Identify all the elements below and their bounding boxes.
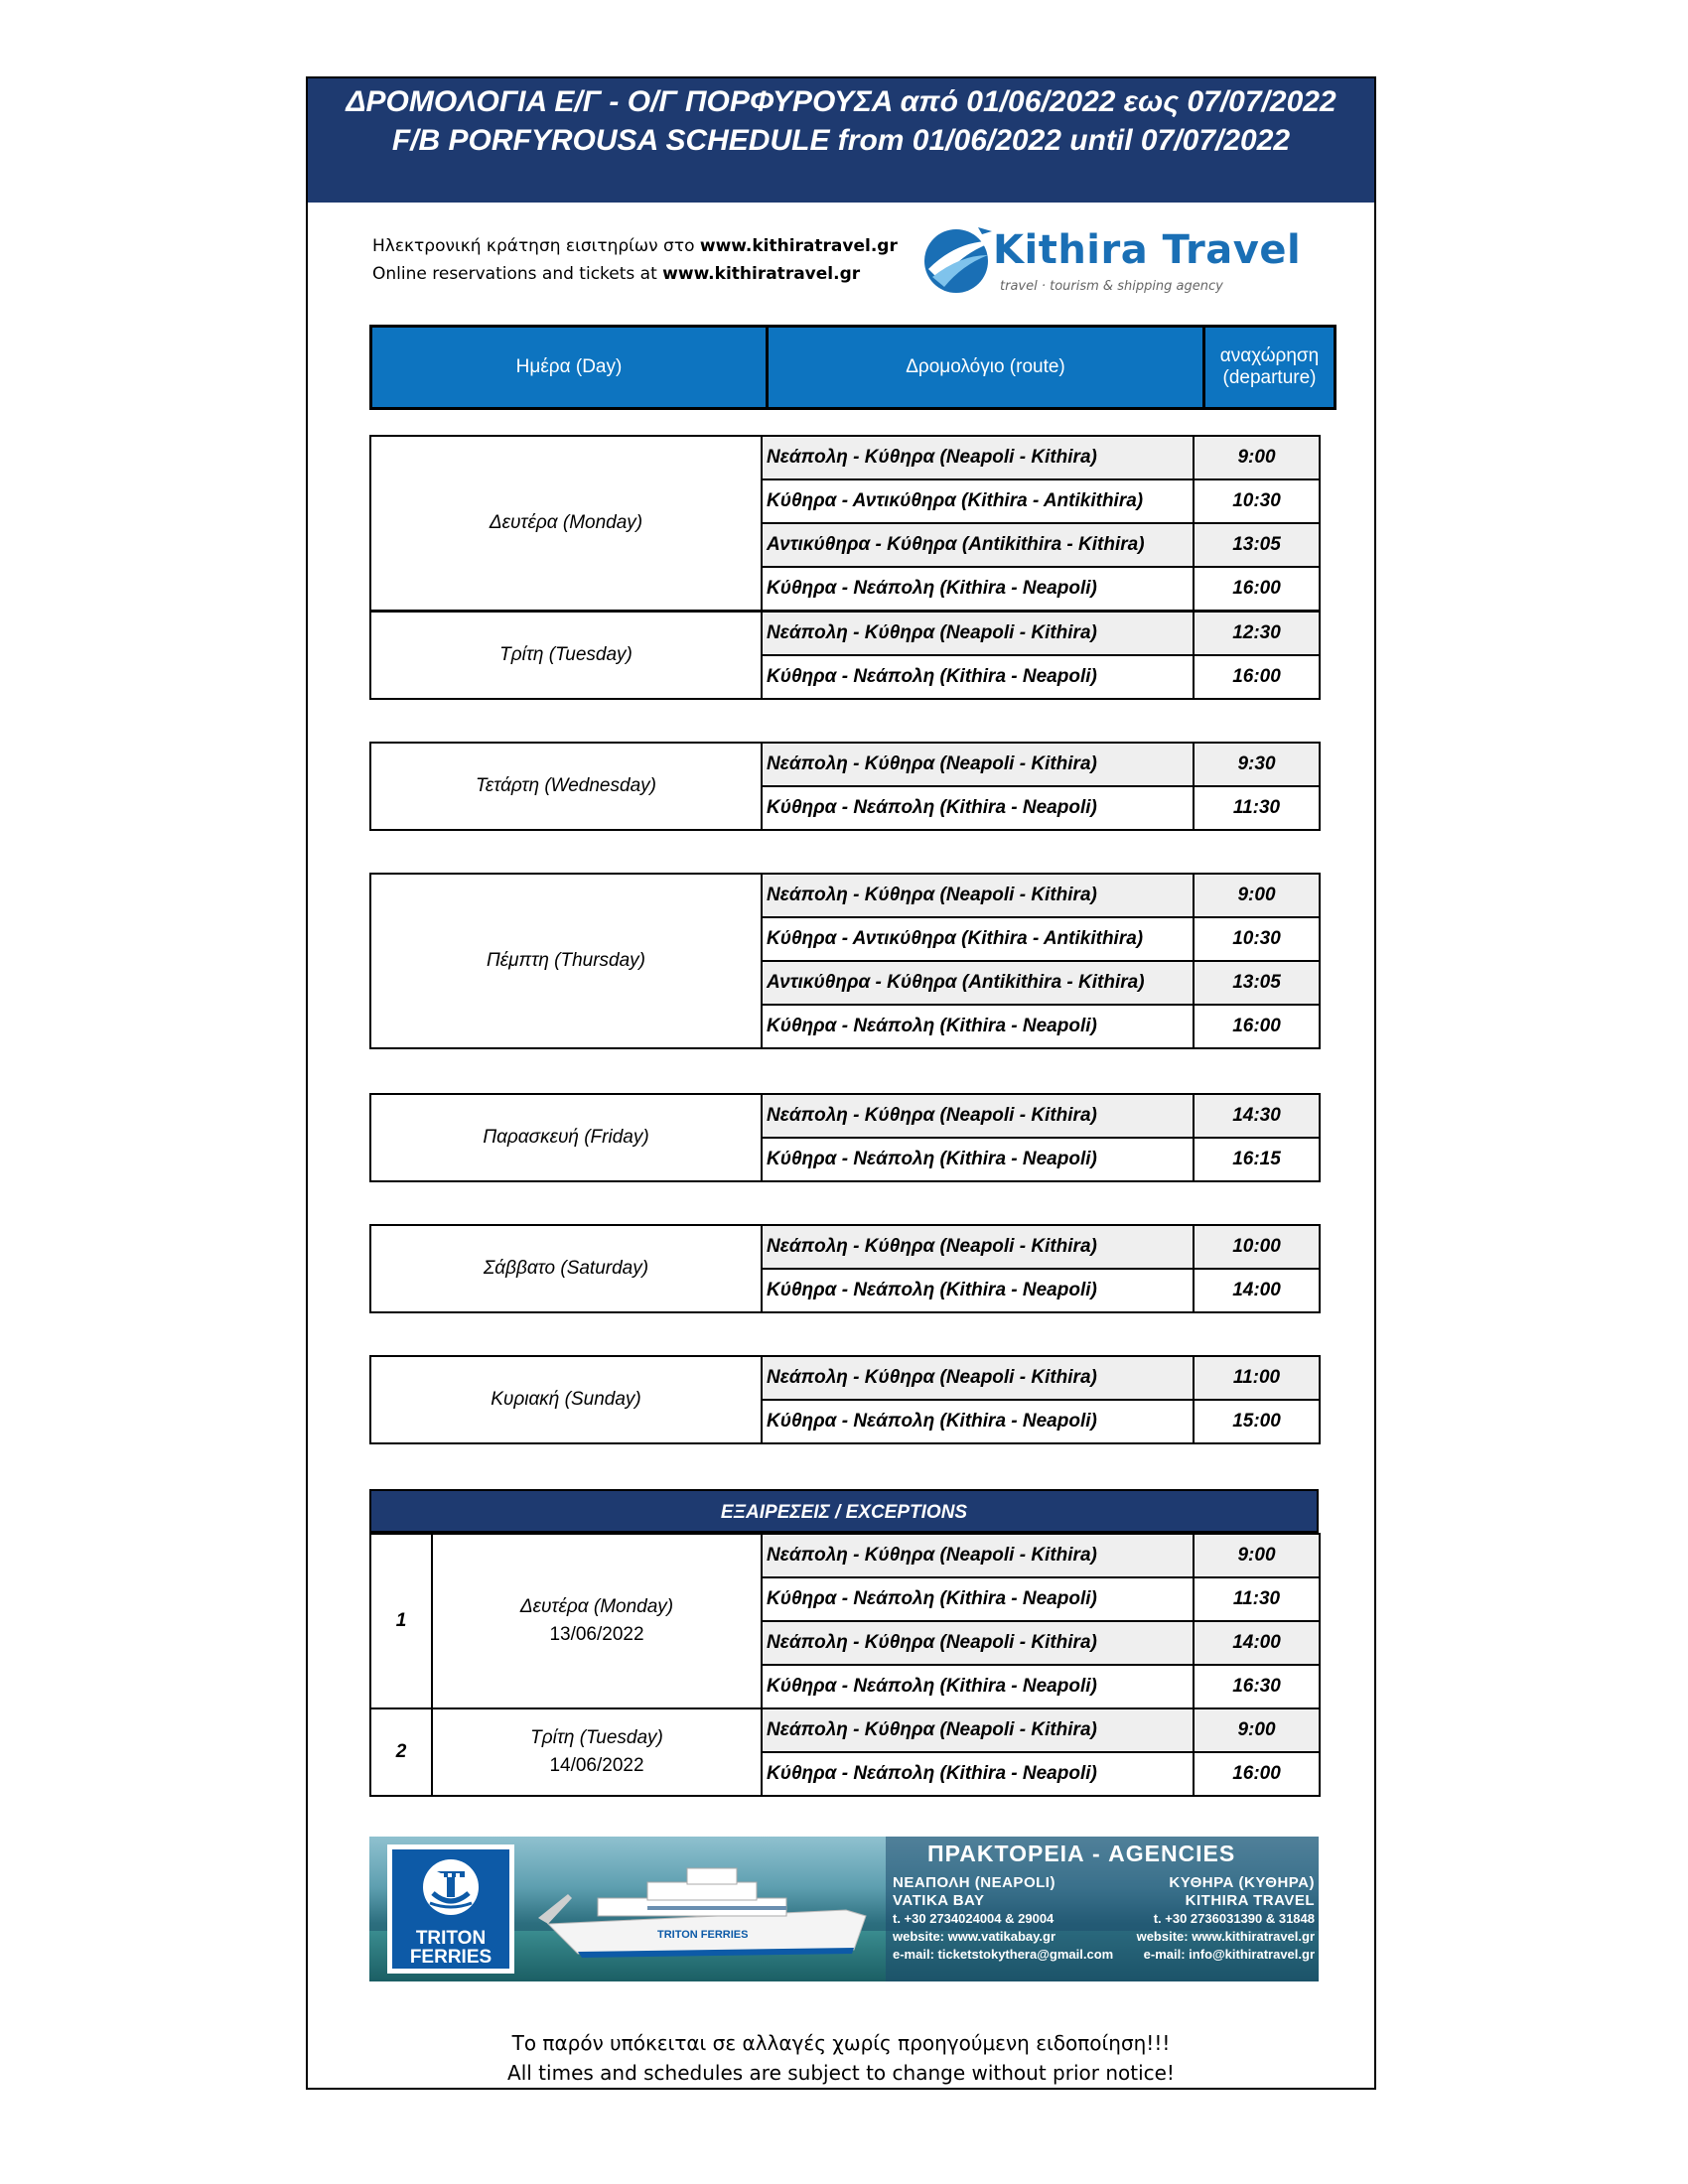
day-block [369, 742, 1321, 831]
route-cell: Νεάπολη - Κύθηρα (Neapoli - Kithira) [762, 612, 1194, 655]
exception-row [370, 1708, 1320, 1752]
title-english: F/B PORFYROUSA SCHEDULE from 01/06/2022 until 07/07/2022 [391, 124, 1291, 157]
departure-time: 11:30 [1194, 1577, 1320, 1621]
departure-time: 14:30 [1194, 1094, 1320, 1138]
route-cell: Νεάπολη - Κύθηρα (Neapoli - Kithira) [762, 743, 1194, 786]
header-departure: αναχώρηση (departure) [1204, 327, 1336, 409]
departure-time: 16:00 [1194, 1752, 1320, 1796]
schedule-header [369, 325, 1336, 410]
route-cell: Κύθηρα - Νεάπολη (Kithira - Neapoli) [762, 1400, 1194, 1443]
agencies-title: ΠΡΑΚΤΟΡΕΙΑ - AGENCIES [927, 1841, 1236, 1866]
departure-time: 16:00 [1194, 655, 1320, 699]
departure-time: 10:00 [1194, 1225, 1320, 1269]
exception-number: 1 [370, 1534, 432, 1708]
triton-ferries-logo [387, 1844, 514, 1974]
neapoli-email[interactable]: e-mail: ticketstokythera@gmail.com [893, 1947, 1114, 1962]
departure-time: 9:30 [1194, 743, 1320, 786]
route-cell: Κύθηρα - Νεάπολη (Kithira - Neapoli) [762, 1752, 1194, 1796]
route-cell: Νεάπολη - Κύθηρα (Neapoli - Kithira) [762, 1356, 1194, 1400]
globe-swoosh-icon [918, 219, 998, 299]
day-label: Πέμπτη (Thursday) [370, 874, 762, 1048]
route-cell: Νεάπολη - Κύθηρα (Neapoli - Kithira) [762, 1708, 1194, 1752]
route-cell: Νεάπολη - Κύθηρα (Neapoli - Kithira) [762, 1534, 1194, 1577]
title-banner [308, 78, 1374, 203]
route-cell: Κύθηρα - Νεάπολη (Kithira - Neapoli) [762, 786, 1194, 830]
day-label: Κυριακή (Sunday) [370, 1356, 762, 1443]
logo-tagline: travel · tourism & shipping agency [1000, 279, 1223, 294]
departure-time: 16:00 [1194, 567, 1320, 611]
day-label: Σάββατο (Saturday) [370, 1225, 762, 1312]
day-block [369, 611, 1321, 700]
day-label: Παρασκευή (Friday) [370, 1094, 762, 1181]
route-cell: Νεάπολη - Κύθηρα (Neapoli - Kithira) [762, 436, 1194, 479]
route-cell: Κύθηρα - Νεάπολη (Kithira - Neapoli) [762, 1138, 1194, 1181]
kithira-travel-logo [918, 219, 1326, 307]
route-cell: Νεάπολη - Κύθηρα (Neapoli - Kithira) [762, 1094, 1194, 1138]
schedule-page [306, 76, 1376, 2090]
exception-day [432, 1708, 762, 1796]
departure-time: 10:30 [1194, 479, 1320, 523]
day-label: Τρίτη (Tuesday) [370, 612, 762, 699]
schedule-row [370, 612, 1320, 655]
route-cell: Κύθηρα - Αντικύθηρα (Kithira - Antikithira) [762, 479, 1194, 523]
schedule-row [370, 874, 1320, 917]
booking-link-en[interactable]: www.kithiratravel.gr [662, 264, 861, 284]
departure-time: 15:00 [1194, 1400, 1320, 1443]
kythira-email[interactable]: e-mail: info@kithiratravel.gr [1143, 1947, 1315, 1962]
exception-day-label: Δευτέρα (Monday) [519, 1596, 674, 1617]
exception-number: 2 [370, 1708, 432, 1796]
route-cell: Αντικύθηρα - Κύθηρα (Antikithira - Kithira) [762, 523, 1194, 567]
agency-kythira: ΚΥΘΗΡΑ (ΚΥΘΗΡΑ) KITHIRA TRAVEL t. +30 2736031390 & 31848 website: www.kithiratravel.gr e-mail: info@kithiratravel.gr [1136, 1874, 1315, 1962]
ferry-ship-icon [538, 1854, 876, 1964]
departure-time: 9:00 [1194, 1534, 1320, 1577]
crown-anchor-icon [392, 1849, 509, 1929]
header-route: Δρομολόγιο (route) [768, 327, 1204, 409]
header-day: Ημέρα (Day) [371, 327, 768, 409]
route-cell: Κύθηρα - Νεάπολη (Kithira - Neapoli) [762, 1269, 1194, 1312]
route-cell: Κύθηρα - Νεάπολη (Kithira - Neapoli) [762, 1005, 1194, 1048]
exceptions-heading: ΕΞΑΙΡΕΣΕΙΣ / EXCEPTIONS [369, 1489, 1319, 1533]
route-cell: Κύθηρα - Νεάπολη (Kithira - Neapoli) [762, 567, 1194, 611]
schedule-row [370, 1094, 1320, 1138]
departure-time: 13:05 [1194, 961, 1320, 1005]
route-cell: Νεάπολη - Κύθηρα (Neapoli - Kithira) [762, 874, 1194, 917]
triton-line1: TRITON [415, 1928, 487, 1949]
departure-time: 16:30 [1194, 1665, 1320, 1708]
schedule-row [370, 436, 1320, 479]
day-label: Τετάρτη (Wednesday) [370, 743, 762, 830]
departure-time: 16:00 [1194, 1005, 1320, 1048]
exception-row [370, 1534, 1320, 1577]
route-cell: Κύθηρα - Αντικύθηρα (Kithira - Antikithira) [762, 917, 1194, 961]
day-block [369, 1224, 1321, 1313]
exception-date: 14/06/2022 [549, 1755, 644, 1776]
departure-time: 9:00 [1194, 436, 1320, 479]
schedule-row [370, 1225, 1320, 1269]
departure-time: 12:30 [1194, 612, 1320, 655]
agencies-banner [369, 1837, 1319, 1981]
departure-time: 14:00 [1194, 1621, 1320, 1665]
booking-greek: Ηλεκτρονική κράτηση εισιτηρίων στο www.kithiratravel.gr [372, 236, 898, 256]
departure-time: 13:05 [1194, 523, 1320, 567]
disclaimer-greek: Το παρόν υπόκειται σε αλλαγές χωρίς προηγούμενη ειδοποίηση!!! [511, 2031, 1171, 2055]
route-cell: Νεάπολη - Κύθηρα (Neapoli - Kithira) [762, 1621, 1194, 1665]
day-block [369, 873, 1321, 1049]
departure-time: 11:30 [1194, 786, 1320, 830]
schedule-row [370, 1356, 1320, 1400]
booking-english: Online reservations and tickets at www.kithiratravel.gr [372, 264, 861, 284]
day-label: Δευτέρα (Monday) [370, 436, 762, 611]
exception-date: 13/06/2022 [549, 1624, 644, 1645]
departure-time: 11:00 [1194, 1356, 1320, 1400]
day-block [369, 1093, 1321, 1182]
route-cell: Κύθηρα - Νεάπολη (Kithira - Neapoli) [762, 1577, 1194, 1621]
exceptions-table [369, 1533, 1321, 1797]
neapoli-website[interactable]: website: www.vatikabay.gr [893, 1929, 1055, 1944]
agency-neapoli: ΝΕΑΠΟΛΗ (NEAPOLI) VATIKA BAY t. +30 2734024004 & 29004 website: www.vatikabay.gr e-mail: ticketstokythera@gmail.com [893, 1874, 1114, 1962]
departure-time: 10:30 [1194, 917, 1320, 961]
booking-link[interactable]: www.kithiratravel.gr [699, 236, 898, 256]
title-greek: ΔΡΟΜΟΛΟΓΙΑ Ε/Γ - Ο/Γ ΠΟΡΦΥΡΟΥΣΑ από 01/06/2022 εως 07/07/2022 [346, 85, 1336, 118]
route-cell: Κύθηρα - Νεάπολη (Kithira - Neapoli) [762, 1665, 1194, 1708]
kythira-website[interactable]: website: www.kithiratravel.gr [1136, 1929, 1315, 1944]
departure-time: 14:00 [1194, 1269, 1320, 1312]
logo-name: Kithira Travel [993, 227, 1302, 273]
exception-day-label: Τρίτη (Tuesday) [530, 1727, 663, 1748]
day-block [369, 1355, 1321, 1444]
disclaimer-english: All times and schedules are subject to change without prior notice! [507, 2061, 1175, 2085]
triton-line2: FERRIES [409, 1947, 492, 1968]
route-cell: Νεάπολη - Κύθηρα (Neapoli - Kithira) [762, 1225, 1194, 1269]
day-block [369, 435, 1321, 612]
schedule-row [370, 743, 1320, 786]
departure-time: 9:00 [1194, 1708, 1320, 1752]
banner-divider [308, 203, 1374, 206]
ship-name: TRITON FERRIES [657, 1929, 749, 1941]
route-cell: Κύθηρα - Νεάπολη (Kithira - Neapoli) [762, 655, 1194, 699]
route-cell: Αντικύθηρα - Κύθηρα (Antikithira - Kithira) [762, 961, 1194, 1005]
exception-day [432, 1534, 762, 1708]
departure-time: 9:00 [1194, 874, 1320, 917]
departure-time: 16:15 [1194, 1138, 1320, 1181]
